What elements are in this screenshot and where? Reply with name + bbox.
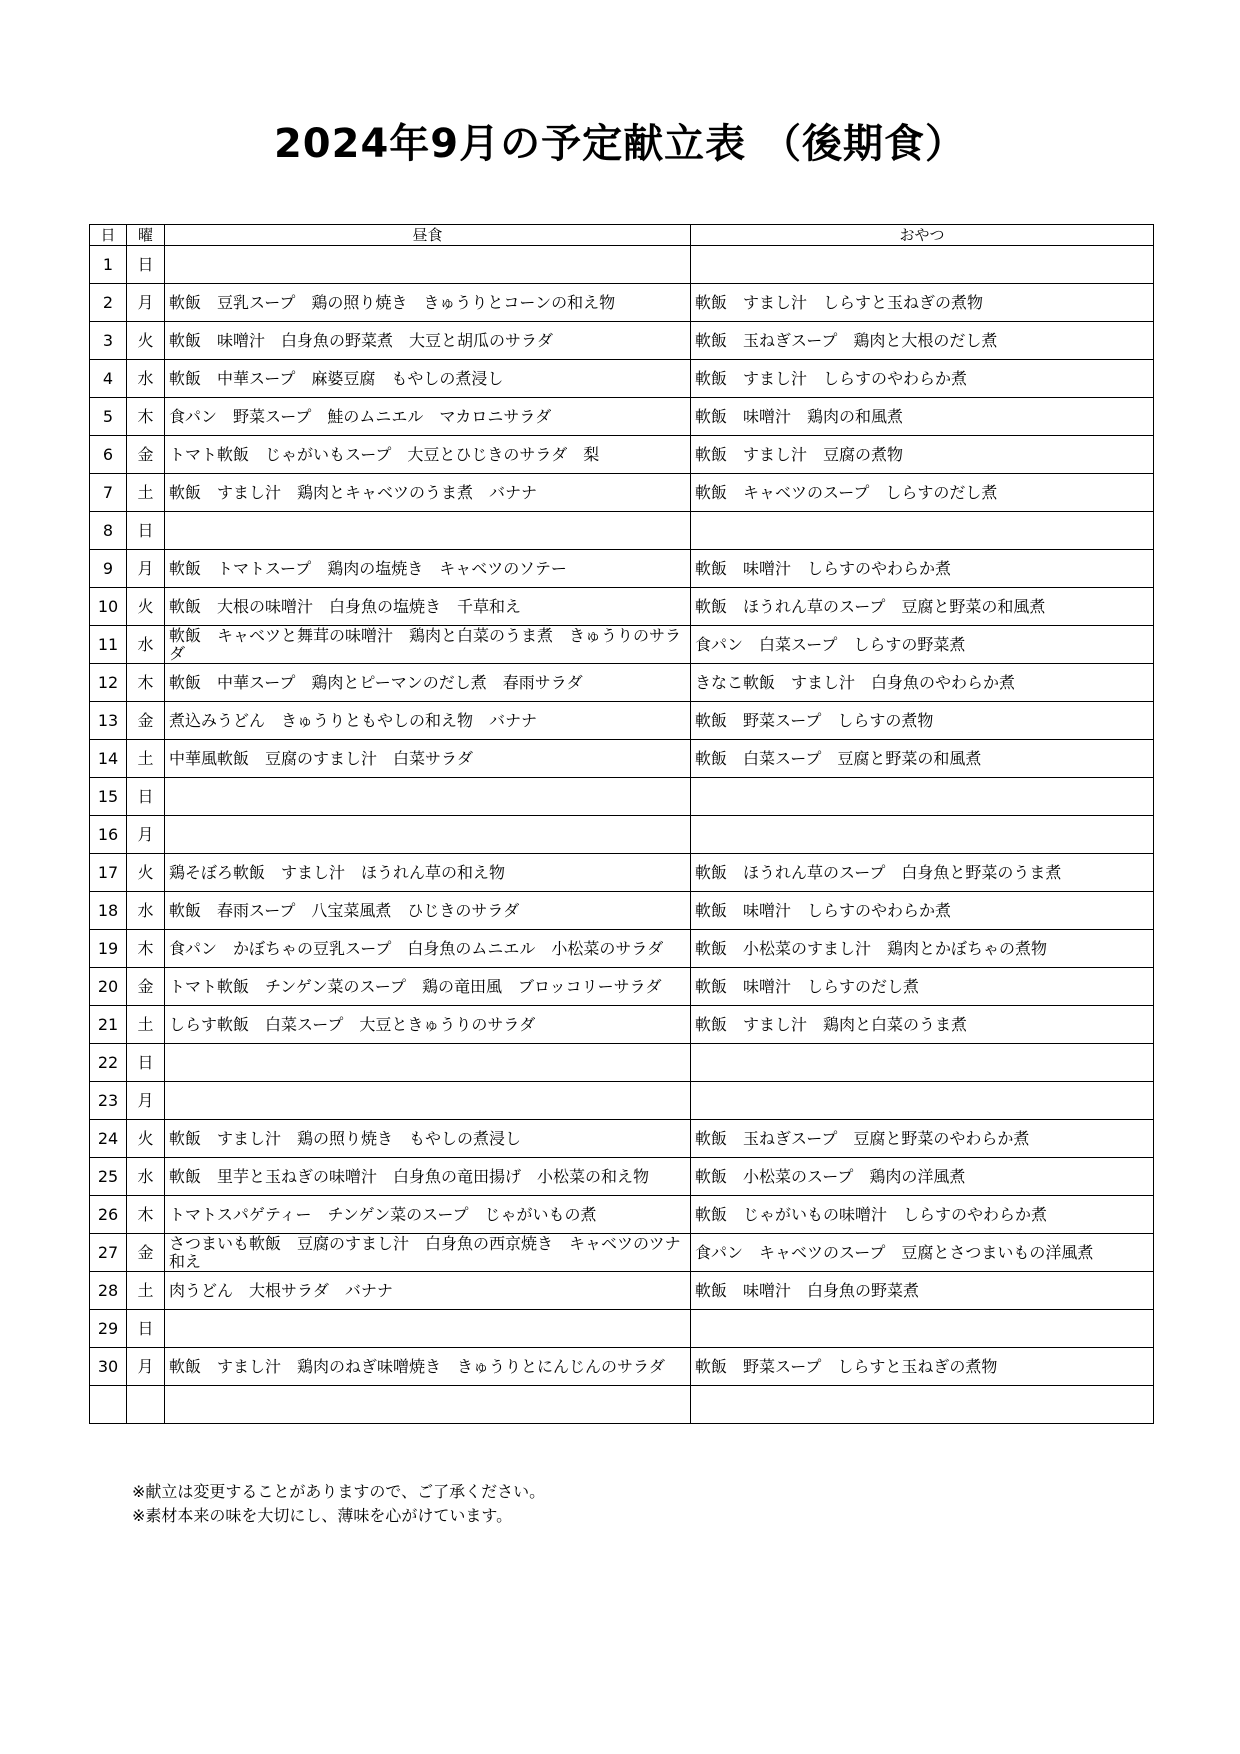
- day-cell: 21: [90, 1006, 127, 1044]
- weekday-cell: 木: [127, 1196, 165, 1234]
- lunch-cell: 食パン かぼちゃの豆乳スープ 白身魚のムニエル 小松菜のサラダ: [165, 930, 691, 968]
- table-row: [90, 778, 1154, 816]
- lunch-cell: [165, 1044, 691, 1082]
- table-row: [90, 360, 1154, 398]
- snack-cell: 軟飯 キャベツのスープ しらすのだし煮: [691, 474, 1154, 512]
- weekday-cell: 木: [127, 930, 165, 968]
- day-cell: 13: [90, 702, 127, 740]
- lunch-cell: 肉うどん 大根サラダ バナナ: [165, 1272, 691, 1310]
- table-header-row: [90, 225, 1154, 246]
- table-row: [90, 626, 1154, 664]
- table-row: [90, 1158, 1154, 1196]
- day-cell: 7: [90, 474, 127, 512]
- table-row: [90, 436, 1154, 474]
- day-cell: 24: [90, 1120, 127, 1158]
- weekday-cell: 日: [127, 246, 165, 284]
- weekday-cell: 土: [127, 740, 165, 778]
- weekday-cell: 金: [127, 436, 165, 474]
- lunch-cell: 軟飯 中華スープ 麻婆豆腐 もやしの煮浸し: [165, 360, 691, 398]
- snack-cell: [691, 246, 1154, 284]
- lunch-cell: 軟飯 春雨スープ 八宝菜風煮 ひじきのサラダ: [165, 892, 691, 930]
- snack-cell: 軟飯 味噌汁 しらすのやわらか煮: [691, 550, 1154, 588]
- lunch-cell: 中華風軟飯 豆腐のすまし汁 白菜サラダ: [165, 740, 691, 778]
- day-cell: 15: [90, 778, 127, 816]
- lunch-cell: 軟飯 すまし汁 鶏肉のねぎ味噌焼き きゅうりとにんじんのサラダ: [165, 1348, 691, 1386]
- day-cell: 2: [90, 284, 127, 322]
- lunch-cell: さつまいも軟飯 豆腐のすまし汁 白身魚の西京焼き キャベツのツナ和え: [165, 1234, 691, 1272]
- snack-cell: 軟飯 味噌汁 しらすのやわらか煮: [691, 892, 1154, 930]
- snack-cell: 軟飯 小松菜のスープ 鶏肉の洋風煮: [691, 1158, 1154, 1196]
- table-row: [90, 664, 1154, 702]
- day-cell: 11: [90, 626, 127, 664]
- weekday-cell: 日: [127, 778, 165, 816]
- lunch-cell: 軟飯 豆乳スープ 鶏の照り焼き きゅうりとコーンの和え物: [165, 284, 691, 322]
- day-cell: 20: [90, 968, 127, 1006]
- note-line: ※献立は変更することがありますので、ご了承ください。: [132, 1482, 546, 1501]
- table-row: [90, 968, 1154, 1006]
- day-cell: 28: [90, 1272, 127, 1310]
- page-title: 2024年9月の予定献立表 （後期食）: [273, 121, 967, 167]
- day-cell: 29: [90, 1310, 127, 1348]
- snack-cell: [691, 1310, 1154, 1348]
- note-line: ※素材本来の味を大切にし、薄味を心がけています。: [132, 1506, 513, 1525]
- lunch-cell: トマト軟飯 じゃがいもスープ 大豆とひじきのサラダ 梨: [165, 436, 691, 474]
- header-snack: おやつ: [691, 225, 1154, 246]
- weekday-cell: 水: [127, 626, 165, 664]
- day-cell: 6: [90, 436, 127, 474]
- table-row: [90, 1386, 1154, 1424]
- snack-cell: 軟飯 すまし汁 しらすと玉ねぎの煮物: [691, 284, 1154, 322]
- weekday-cell: 月: [127, 1082, 165, 1120]
- day-cell: 23: [90, 1082, 127, 1120]
- snack-cell: 軟飯 ほうれん草のスープ 白身魚と野菜のうま煮: [691, 854, 1154, 892]
- day-cell: 27: [90, 1234, 127, 1272]
- snack-cell: [691, 1386, 1154, 1424]
- weekday-cell: 土: [127, 1272, 165, 1310]
- table-row: [90, 1234, 1154, 1272]
- snack-cell: 軟飯 小松菜のすまし汁 鶏肉とかぼちゃの煮物: [691, 930, 1154, 968]
- weekday-cell: 火: [127, 322, 165, 360]
- table-row: [90, 816, 1154, 854]
- weekday-cell: 金: [127, 968, 165, 1006]
- weekday-cell: 月: [127, 816, 165, 854]
- table-row: [90, 740, 1154, 778]
- lunch-cell: 軟飯 すまし汁 鶏肉とキャベツのうま煮 バナナ: [165, 474, 691, 512]
- day-cell: 18: [90, 892, 127, 930]
- lunch-cell: 軟飯 キャベツと舞茸の味噌汁 鶏肉と白菜のうま煮 きゅうりのサラダ: [165, 626, 691, 664]
- table-row: [90, 246, 1154, 284]
- weekday-cell: 日: [127, 1310, 165, 1348]
- header-day: 日: [90, 225, 127, 246]
- weekday-cell: 火: [127, 1120, 165, 1158]
- table-row: [90, 1044, 1154, 1082]
- weekday-cell: 金: [127, 702, 165, 740]
- table-row: [90, 322, 1154, 360]
- day-cell: 12: [90, 664, 127, 702]
- weekday-cell: 水: [127, 892, 165, 930]
- table-row: [90, 1082, 1154, 1120]
- table-row: [90, 1272, 1154, 1310]
- weekday-cell: 月: [127, 550, 165, 588]
- weekday-cell: 月: [127, 1348, 165, 1386]
- lunch-cell: 軟飯 すまし汁 鶏の照り焼き もやしの煮浸し: [165, 1120, 691, 1158]
- day-cell: 26: [90, 1196, 127, 1234]
- header-weekday: 曜: [127, 225, 165, 246]
- weekday-cell: 水: [127, 360, 165, 398]
- table-row: [90, 1196, 1154, 1234]
- snack-cell: 軟飯 じゃがいもの味噌汁 しらすのやわらか煮: [691, 1196, 1154, 1234]
- day-cell: 22: [90, 1044, 127, 1082]
- weekday-cell: 木: [127, 664, 165, 702]
- notes: [132, 1480, 545, 1528]
- snack-cell: 軟飯 すまし汁 しらすのやわらか煮: [691, 360, 1154, 398]
- day-cell: 19: [90, 930, 127, 968]
- day-cell: 8: [90, 512, 127, 550]
- day-cell: 10: [90, 588, 127, 626]
- lunch-cell: [165, 246, 691, 284]
- lunch-cell: 食パン 野菜スープ 鮭のムニエル マカロニサラダ: [165, 398, 691, 436]
- lunch-cell: 軟飯 大根の味噌汁 白身魚の塩焼き 千草和え: [165, 588, 691, 626]
- snack-cell: 軟飯 玉ねぎスープ 鶏肉と大根のだし煮: [691, 322, 1154, 360]
- table-row: [90, 892, 1154, 930]
- weekday-cell: 火: [127, 854, 165, 892]
- weekday-cell: 水: [127, 1158, 165, 1196]
- day-cell: 16: [90, 816, 127, 854]
- weekday-cell: 木: [127, 398, 165, 436]
- menu-table-body: [90, 246, 1154, 1424]
- day-cell: 25: [90, 1158, 127, 1196]
- weekday-cell: [127, 1386, 165, 1424]
- day-cell: 17: [90, 854, 127, 892]
- lunch-cell: [165, 816, 691, 854]
- snack-cell: 軟飯 白菜スープ 豆腐と野菜の和風煮: [691, 740, 1154, 778]
- table-row: [90, 854, 1154, 892]
- table-row: [90, 930, 1154, 968]
- weekday-cell: 火: [127, 588, 165, 626]
- weekday-cell: 月: [127, 284, 165, 322]
- table-row: [90, 284, 1154, 322]
- snack-cell: [691, 778, 1154, 816]
- lunch-cell: [165, 512, 691, 550]
- snack-cell: 軟飯 味噌汁 白身魚の野菜煮: [691, 1272, 1154, 1310]
- snack-cell: 軟飯 野菜スープ しらすの煮物: [691, 702, 1154, 740]
- lunch-cell: 軟飯 中華スープ 鶏肉とピーマンのだし煮 春雨サラダ: [165, 664, 691, 702]
- snack-cell: 軟飯 すまし汁 豆腐の煮物: [691, 436, 1154, 474]
- menu-table: [89, 224, 1154, 1424]
- lunch-cell: 軟飯 里芋と玉ねぎの味噌汁 白身魚の竜田揚げ 小松菜の和え物: [165, 1158, 691, 1196]
- table-row: [90, 702, 1154, 740]
- weekday-cell: 金: [127, 1234, 165, 1272]
- lunch-cell: 軟飯 トマトスープ 鶏肉の塩焼き キャベツのソテー: [165, 550, 691, 588]
- day-cell: 3: [90, 322, 127, 360]
- lunch-cell: トマト軟飯 チンゲン菜のスープ 鶏の竜田風 ブロッコリーサラダ: [165, 968, 691, 1006]
- snack-cell: きなこ軟飯 すまし汁 白身魚のやわらか煮: [691, 664, 1154, 702]
- table-row: [90, 474, 1154, 512]
- lunch-cell: [165, 1310, 691, 1348]
- snack-cell: 食パン 白菜スープ しらすの野菜煮: [691, 626, 1154, 664]
- weekday-cell: 土: [127, 1006, 165, 1044]
- table-row: [90, 588, 1154, 626]
- weekday-cell: 土: [127, 474, 165, 512]
- day-cell: 1: [90, 246, 127, 284]
- snack-cell: [691, 1044, 1154, 1082]
- snack-cell: 軟飯 玉ねぎスープ 豆腐と野菜のやわらか煮: [691, 1120, 1154, 1158]
- day-cell: [90, 1386, 127, 1424]
- lunch-cell: [165, 1082, 691, 1120]
- snack-cell: 軟飯 味噌汁 鶏肉の和風煮: [691, 398, 1154, 436]
- header-lunch: 昼食: [165, 225, 691, 246]
- day-cell: 30: [90, 1348, 127, 1386]
- table-row: [90, 550, 1154, 588]
- lunch-cell: [165, 778, 691, 816]
- snack-cell: [691, 816, 1154, 854]
- lunch-cell: 鶏そぼろ軟飯 すまし汁 ほうれん草の和え物: [165, 854, 691, 892]
- table-row: [90, 1348, 1154, 1386]
- table-row: [90, 398, 1154, 436]
- table-row: [90, 1006, 1154, 1044]
- snack-cell: [691, 1082, 1154, 1120]
- lunch-cell: [165, 1386, 691, 1424]
- lunch-cell: 軟飯 味噌汁 白身魚の野菜煮 大豆と胡瓜のサラダ: [165, 322, 691, 360]
- lunch-cell: 煮込みうどん きゅうりともやしの和え物 バナナ: [165, 702, 691, 740]
- snack-cell: 食パン キャベツのスープ 豆腐とさつまいもの洋風煮: [691, 1234, 1154, 1272]
- snack-cell: 軟飯 味噌汁 しらすのだし煮: [691, 968, 1154, 1006]
- table-row: [90, 1310, 1154, 1348]
- snack-cell: 軟飯 ほうれん草のスープ 豆腐と野菜の和風煮: [691, 588, 1154, 626]
- table-row: [90, 1120, 1154, 1158]
- weekday-cell: 日: [127, 512, 165, 550]
- day-cell: 4: [90, 360, 127, 398]
- snack-cell: 軟飯 すまし汁 鶏肉と白菜のうま煮: [691, 1006, 1154, 1044]
- day-cell: 5: [90, 398, 127, 436]
- snack-cell: [691, 512, 1154, 550]
- day-cell: 9: [90, 550, 127, 588]
- day-cell: 14: [90, 740, 127, 778]
- lunch-cell: しらす軟飯 白菜スープ 大豆ときゅうりのサラダ: [165, 1006, 691, 1044]
- weekday-cell: 日: [127, 1044, 165, 1082]
- lunch-cell: トマトスパゲティー チンゲン菜のスープ じゃがいもの煮: [165, 1196, 691, 1234]
- snack-cell: 軟飯 野菜スープ しらすと玉ねぎの煮物: [691, 1348, 1154, 1386]
- table-row: [90, 512, 1154, 550]
